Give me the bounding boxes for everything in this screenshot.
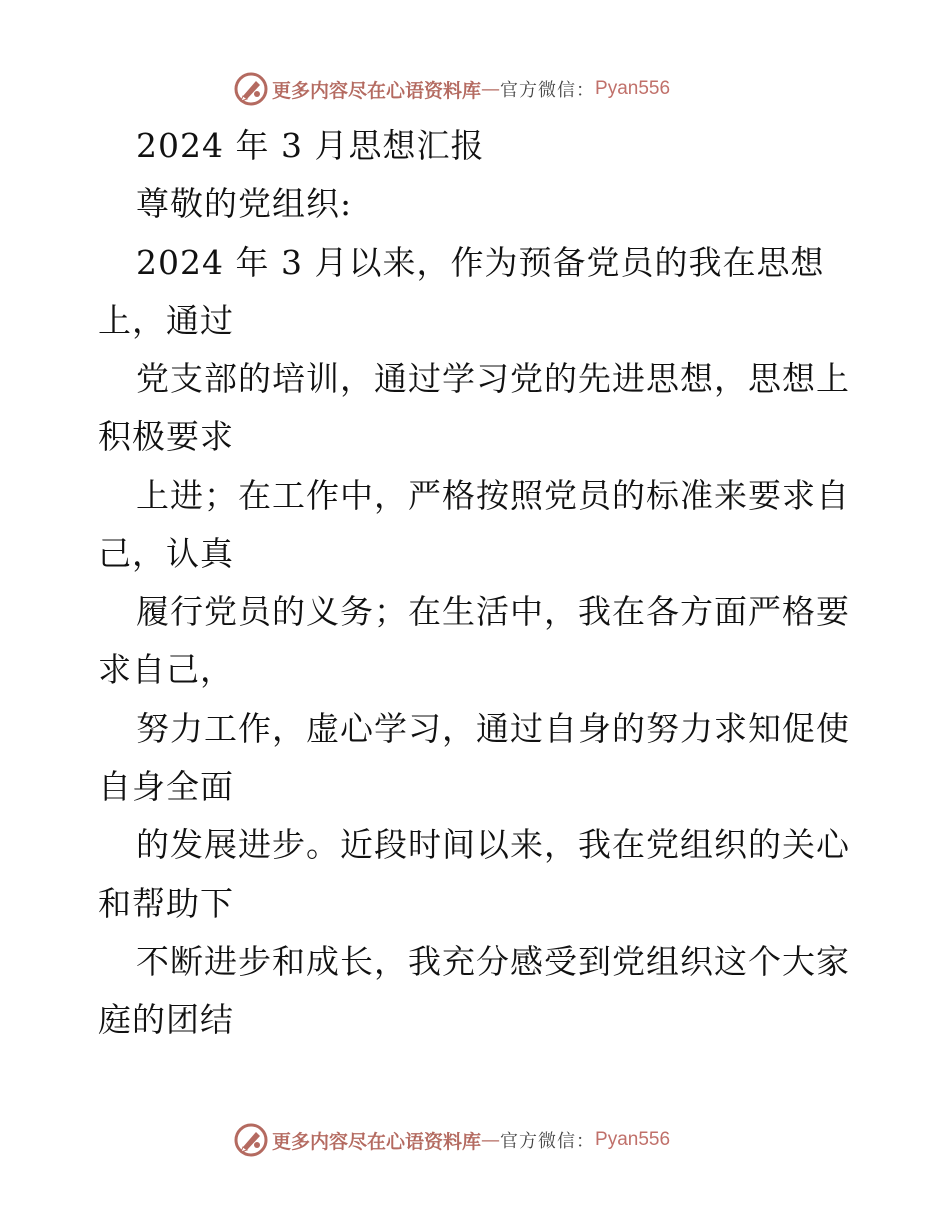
pen-logo-icon (234, 72, 268, 106)
body-line: 的发展进步。近段时间以来，我在党组织的关心 (136, 825, 850, 864)
body-line: 积极要求 (98, 417, 234, 456)
banner-main-text: 更多内容尽在心语资料库 (272, 79, 482, 102)
banner-wechat-id: Pyan556 (595, 78, 671, 99)
document-title: 2024 年 3 月思想汇报 (136, 126, 485, 165)
body-line: 和帮助下 (98, 884, 234, 923)
salutation: 尊敬的党组织: (136, 184, 353, 223)
body-line: 上，通过 (98, 301, 234, 340)
banner-dash: — (481, 78, 501, 100)
body-line: 党支部的培训，通过学习党的先进思想，思想上 (136, 359, 850, 398)
body-line: 上进；在工作中，严格按照党员的标准来要求自 (136, 476, 850, 515)
banner-official-text: 官方微信： (500, 1131, 596, 1152)
body-line: 庭的团结 (98, 1000, 234, 1039)
banner-official-text: 官方微信： (500, 80, 596, 101)
body-line: 2024 年 3 月以来，作为预备党员的我在思想 (136, 243, 825, 282)
banner-wechat-id: Pyan556 (595, 1129, 671, 1150)
body-line: 自身全面 (98, 767, 234, 806)
banner-dash: — (481, 1129, 501, 1151)
body-line: 不断进步和成长，我充分感受到党组织这个大家 (136, 942, 850, 981)
body-line: 己，认真 (98, 534, 234, 573)
pen-logo-icon (234, 1123, 268, 1157)
banner-main-text: 更多内容尽在心语资料库 (272, 1130, 482, 1153)
footer-banner (234, 1122, 670, 1158)
header-banner (234, 71, 670, 107)
body-line: 求自己， (98, 650, 234, 689)
body-line: 履行党员的义务；在生活中，我在各方面严格要 (136, 592, 850, 631)
body-line: 努力工作，虚心学习，通过自身的努力求知促使 (136, 709, 850, 748)
